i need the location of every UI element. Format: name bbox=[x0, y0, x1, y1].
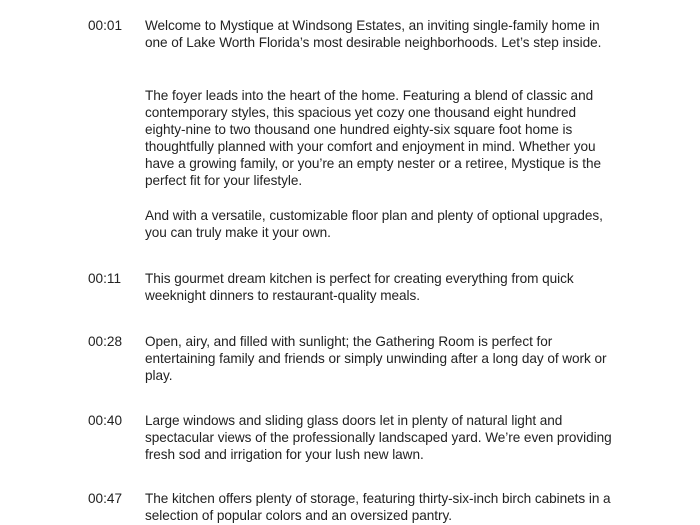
timestamp: 00:28 bbox=[88, 334, 123, 349]
transcript-text: And with a versatile, customizable floor plan and plenty of optional upgrades, you can truly make it your own. bbox=[145, 208, 603, 240]
transcript-text: Welcome to Mystique at Windsong Estates, an inviting single-family home in one of Lake Worth Florida’s most desirable neighborhoods. Let’s step inside. bbox=[145, 18, 602, 50]
transcript-text: Large windows and sliding glass doors let in plenty of natural light and spectacular views of the professionally landscaped yard. We’re even providing fresh sod and irrigation for your lush new lawn. bbox=[145, 413, 612, 462]
timestamp: 00:47 bbox=[88, 491, 123, 506]
transcript-text: Open, airy, and filled with sunlight; the Gathering Room is perfect for entertaining family and friends or simply unwinding after a long day of work or play. bbox=[145, 334, 607, 383]
transcript-text: The kitchen offers plenty of storage, featuring thirty-six-inch birch cabinets in a selection of popular colors and an oversized pantry. bbox=[145, 491, 611, 523]
timestamp: 00:40 bbox=[88, 413, 123, 428]
transcript-text: The foyer leads into the heart of the home. Featuring a blend of classic and contemporary styles, this spacious yet cozy one thousand eight hundred eighty-nine to two thousand one hundred eighty-six square foot home is thoughtfully planned with your comfort and enjoyment in mind. Whether you have a growing family, or you’re an empty nester or a retiree, Mystique is the perfect fit for your lifestyle. bbox=[145, 88, 601, 188]
transcript-text: This gourmet dream kitchen is perfect for creating everything from quick weeknight dinners to restaurant-quality meals. bbox=[145, 271, 574, 303]
timestamp: 00:01 bbox=[88, 18, 123, 33]
timestamp: 00:11 bbox=[88, 271, 122, 286]
